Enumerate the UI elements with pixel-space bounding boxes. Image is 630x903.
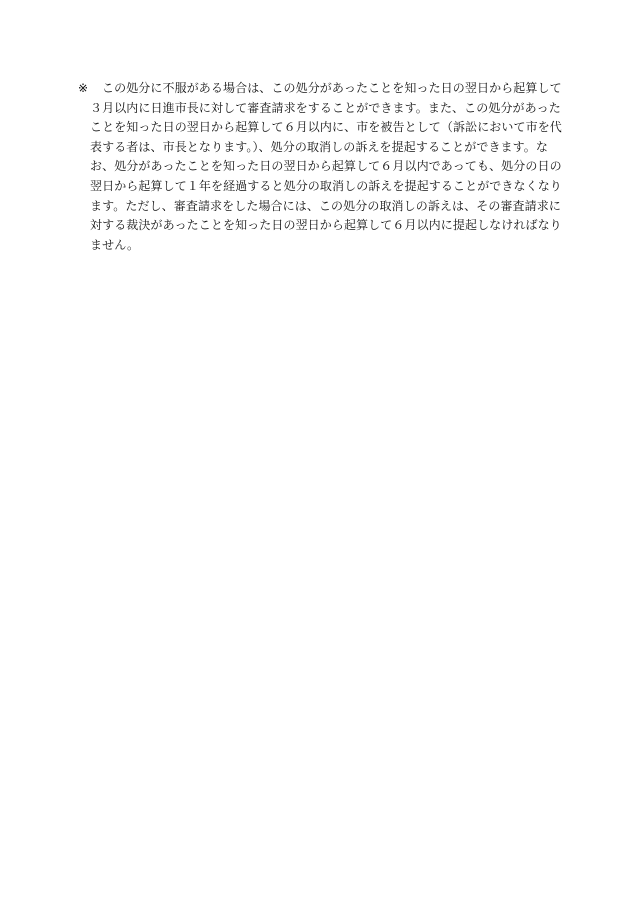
notice-line-7: ます。ただし、審査請求をした場合には、この処分の取消しの訴えは、その審査請求に	[90, 198, 561, 213]
notice-line-4: 表する者は、市長となります。）、処分の取消しの訴えを提起することができます。な	[90, 139, 548, 154]
notice-line-9: ません。	[90, 237, 140, 252]
appeal-notice	[78, 79, 562, 255]
notice-line-5: お、処分があったことを知った日の翌日から起算して６月以内であっても、処分の日の	[90, 159, 562, 174]
notice-line-1	[78, 79, 562, 99]
reference-mark: ※	[78, 81, 89, 95]
notice-line-8: 対する裁決があったことを知った日の翌日から起算して６月以内に提起しなければなり	[90, 218, 562, 233]
notice-line-6: 翌日から起算して１年を経過すると処分の取消しの訴えを提起することができなくなり	[90, 178, 562, 193]
notice-line-3: ことを知った日の翌日から起算して６月以内に、市を被告として（訴訟において市を代	[90, 120, 562, 135]
notice-line-2: ３月以内に日進市長に対して審査請求をすることができます。また、この処分があった	[90, 100, 561, 115]
notice-text-1: この処分に不服がある場合は、この処分があったことを知った日の翌日から起算して	[102, 81, 562, 95]
